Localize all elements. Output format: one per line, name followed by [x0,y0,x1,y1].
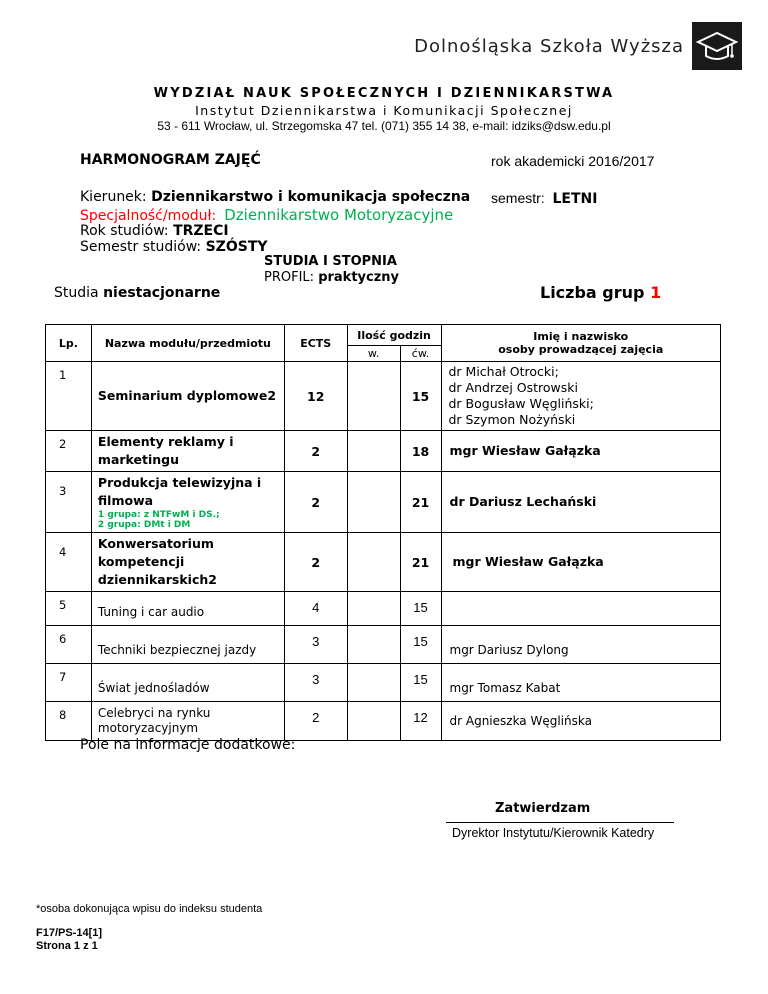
signature-line [446,822,674,823]
form-code: F17/PS-14[1] [36,927,103,939]
direction-label: Kierunek: [80,189,147,205]
schedule-table [45,324,721,741]
group-note: 1 grupa: z NTFwM i DS.; [97,510,220,520]
profile-value: praktyczny [318,270,400,285]
academic-year: rok akademicki 2016/2017 [491,153,655,169]
row-teacher: mgr Tomasz Kabat [441,664,721,702]
group-note: 2 grupa: DMt i DM [97,520,191,530]
study-mode-label: Studia [54,285,99,301]
footnote: *osoba dokonująca wpisu do indeksu studenta [36,903,263,915]
row-ects: 2 [284,431,347,472]
direction-line [80,189,470,205]
direction-value: Dziennikarstwo i komunikacja społeczna [151,189,471,205]
row-ects: 4 [284,592,347,626]
header-teacher-line2: osoby prowadzącej zajęcia [498,343,664,356]
row-ects: 3 [284,664,347,702]
row-name: Konwersatorium kompetencji dziennikarskich2 [91,533,284,592]
header-c: ćw. [400,346,441,362]
row-name: Celebryci na rynku motoryzacyjnym [91,702,284,741]
row-teacher: mgr Wiesław Gałązka [441,431,721,472]
page-title: HARMONOGRAM ZAJĘĆ [80,152,261,168]
institute-address: 53 - 611 Wrocław, ul. Strzegomska 47 tel. (071) 355 14 38, e-mail: idziks@dsw.edu.pl [157,119,611,133]
brand-name: Dolnośląska Szkoła Wyższa [414,35,684,57]
table-row [46,626,721,664]
table-row [46,664,721,702]
row-name: Świat jednośladów [91,664,284,702]
row-name-text: Produkcja telewizyjna i filmowa [97,475,262,508]
institute-name: Instytut Dziennikarstwa i Komunikacji Społecznej [195,103,573,118]
row-name: Techniki bezpiecznej jazdy [91,626,284,664]
row-lp: 8 [46,702,92,741]
header-name: Nazwa modułu/przedmiotu [91,325,284,362]
table-row [46,592,721,626]
row-lp: 4 [46,533,92,592]
header-hours: Ilość godzin [347,325,441,346]
row-w [347,362,400,431]
row-lp: 3 [46,472,92,533]
row-w [347,431,400,472]
study-mode-value: niestacjonarne [103,285,221,301]
row-c: 18 [400,431,441,472]
director-label: Dyrektor Instytutu/Kierownik Katedry [452,826,655,840]
semester-info [491,190,597,207]
semester-label: semestr: [491,190,545,206]
row-teacher: dr Dariusz Lechański [441,472,721,533]
study-year-line [80,223,229,239]
row-ects: 2 [284,533,347,592]
row-teacher [441,362,721,431]
header-ects: ECTS [284,325,347,362]
row-w [347,472,400,533]
row-c: 12 [400,702,441,741]
table-row [46,702,721,741]
header-w: w. [347,346,400,362]
row-lp: 7 [46,664,92,702]
faculty-name: WYDZIAŁ NAUK SPOŁECZNYCH I DZIENNIKARSTWA [153,86,615,101]
row-name: Elementy reklamy i marketingu [91,431,284,472]
row-lp: 5 [46,592,92,626]
study-semester-value: SZÓSTY [205,239,268,255]
row-teacher: dr Agnieszka Węglińska [441,702,721,741]
brand-header [414,22,742,70]
semester-value: LETNI [552,191,598,207]
teacher-line: dr Michał Otrocki; [448,364,559,379]
group-count [540,283,661,302]
teacher-line: dr Szymon Nożyński [448,412,576,427]
row-ects: 2 [284,702,347,741]
row-teacher: mgr Wiesław Gałązka [441,533,721,592]
form-code-block [36,927,102,953]
row-c: 21 [400,533,441,592]
specialty-label: Specjalność/moduł: [80,208,217,224]
header-teacher [441,325,721,362]
row-w [347,702,400,741]
row-c: 15 [400,362,441,431]
table-row [46,431,721,472]
graduation-cap-logo-icon [692,22,742,70]
row-ects: 12 [284,362,347,431]
table-row [46,533,721,592]
row-c: 15 [400,664,441,702]
row-w [347,626,400,664]
row-lp: 6 [46,626,92,664]
row-teacher: mgr Dariusz Dylong [441,626,721,664]
group-count-value: 1 [650,283,662,302]
row-c: 15 [400,592,441,626]
row-ects: 3 [284,626,347,664]
row-w [347,533,400,592]
study-year-label: Rok studiów: [80,223,169,239]
header-lp: Lp. [46,325,92,362]
row-lp: 1 [46,362,92,431]
table-header-row [46,325,721,346]
row-lp: 2 [46,431,92,472]
row-teacher [441,592,721,626]
profile-line [264,270,399,285]
group-count-label: Liczba grup [540,283,645,302]
additional-info-label: Pole na informacje dodatkowe: [80,737,296,753]
study-level: STUDIA I STOPNIA [264,254,397,269]
table-row [46,472,721,533]
profile-label: PROFIL: [264,270,315,285]
row-ects: 2 [284,472,347,533]
specialty-line [80,206,453,224]
page-number: Strona 1 z 1 [36,940,98,952]
row-name: Seminarium dyplomowe2 [91,362,284,431]
teacher-line: dr Andrzej Ostrowski [448,380,579,395]
row-name: Tuning i car audio [91,592,284,626]
study-semester-label: Semestr studiów: [80,239,202,255]
study-mode [54,285,220,301]
row-name [91,472,284,533]
row-w [347,664,400,702]
study-semester-line [80,239,268,255]
row-w [347,592,400,626]
row-c: 15 [400,626,441,664]
specialty-value: Dziennikarstwo Motoryzacyjne [224,206,454,224]
header-teacher-line1: Imię i nazwisko [533,330,629,343]
teacher-line: dr Bogusław Węgliński; [448,396,594,411]
table-row [46,362,721,431]
study-year-value: TRZECI [173,223,229,239]
approve-label: Zatwierdzam [495,801,591,816]
row-c: 21 [400,472,441,533]
